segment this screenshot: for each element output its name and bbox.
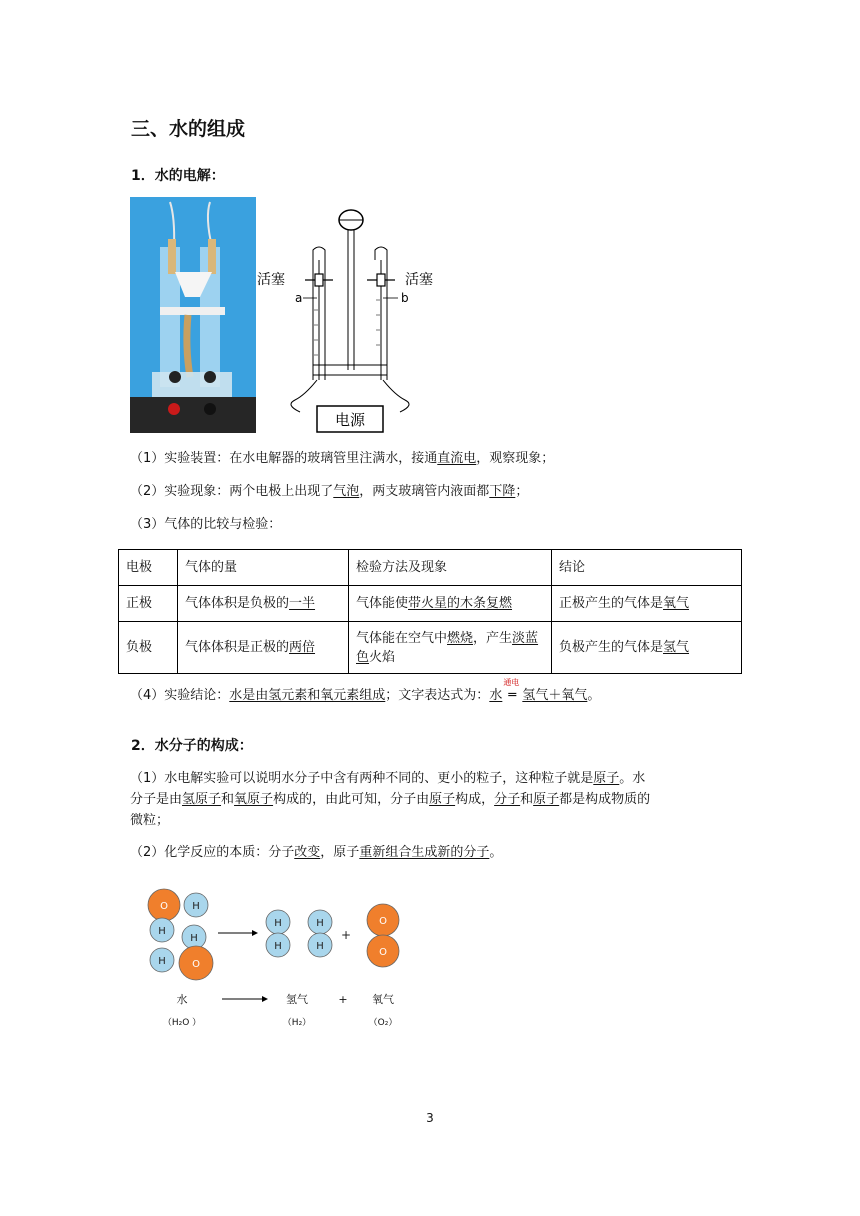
- oxygen-formula: （O₂）: [368, 1018, 398, 1028]
- paragraph-phenomenon: [130, 482, 528, 502]
- condition-label: 通电: [503, 678, 520, 687]
- text: ；文字表达式为：: [385, 688, 490, 703]
- atom-label: H: [190, 933, 198, 944]
- tube-b-label: b: [401, 291, 409, 305]
- gas-comparison-table: [118, 549, 742, 674]
- answer: 氢原子: [182, 792, 222, 807]
- table-cell: [349, 586, 552, 622]
- text: 气体能使: [356, 596, 409, 611]
- atom-label: O: [379, 947, 387, 958]
- answer: 水是由氢元素和氧元素组成: [229, 688, 386, 703]
- text: （2）化学反应的本质：分子: [130, 845, 295, 860]
- table-header-row: [119, 550, 742, 586]
- table-cell: [178, 586, 349, 622]
- table-cell: [552, 622, 742, 674]
- atom-label: O: [160, 901, 168, 912]
- tube-a-label: a: [295, 291, 303, 305]
- text: （1）实验装置：在水电解器的玻璃管里注满水，接通: [130, 451, 438, 466]
- answer: 原子: [593, 771, 620, 786]
- atom-label: H: [316, 918, 324, 929]
- water-label: 水: [176, 993, 188, 1006]
- answer: 重新组合生成新的分子: [359, 845, 490, 860]
- text: 气体能在空气中: [356, 630, 448, 646]
- text: 气体体积是正极的: [185, 640, 290, 655]
- text: 和: [221, 792, 235, 807]
- text: 分子是由: [130, 792, 183, 807]
- plus-sign: +: [340, 928, 352, 942]
- plus-sign: +: [338, 993, 348, 1006]
- table-header: 检验方法及现象: [349, 550, 552, 586]
- answer: 燃烧: [447, 630, 474, 646]
- atom-label: O: [379, 916, 387, 927]
- atom-label: H: [274, 918, 282, 929]
- answer: 两倍: [289, 640, 316, 655]
- paragraph-molecule-structure: [130, 768, 740, 831]
- text: 气体体积是负极的: [185, 596, 290, 611]
- answer: 气泡: [333, 484, 360, 499]
- equation-arrow: 通电 ═: [502, 686, 522, 706]
- text: 水: [489, 688, 503, 703]
- answer: 原子: [533, 792, 560, 807]
- text: （1）水电解实验可以说明水分子中含有两种不同的、更小的粒子，这种粒子就是: [130, 771, 594, 786]
- molecule-reaction-diagram: [140, 885, 420, 1035]
- table-row: [119, 622, 742, 674]
- text: 构成，: [455, 792, 495, 807]
- atom-label: H: [316, 941, 324, 952]
- paragraph-conclusion: [130, 678, 601, 706]
- table-cell: [349, 622, 552, 674]
- table-cell: 负极: [119, 622, 178, 674]
- answer: 原子: [429, 792, 456, 807]
- text: ，两支玻璃管内液面都: [359, 484, 490, 499]
- text: 负极产生的气体是: [559, 640, 664, 655]
- text: （4）实验结论：: [130, 688, 230, 703]
- page-number: 3: [426, 1111, 434, 1125]
- atom-label: H: [158, 956, 166, 967]
- answer: 下降: [489, 484, 516, 499]
- oxygen-label: 氧气: [372, 993, 394, 1006]
- answer: 一半: [289, 596, 316, 611]
- text: 都是构成物质的: [559, 792, 651, 807]
- table-row: [119, 586, 742, 622]
- paragraph-reaction-essence: [130, 843, 502, 863]
- text: ，原子: [320, 845, 360, 860]
- answer: 分子: [494, 792, 521, 807]
- hydrogen-formula: （H₂）: [282, 1018, 312, 1028]
- water-formula: （H₂O ）: [162, 1018, 202, 1028]
- left-stopcock-label: 活塞: [257, 272, 285, 288]
- table-header: 气体的量: [178, 550, 349, 586]
- atom-label: O: [192, 959, 200, 970]
- text: ，产生: [473, 630, 513, 646]
- right-stopcock-label: 活塞: [405, 272, 433, 288]
- text: 微粒；: [130, 813, 170, 828]
- text: 。水: [619, 771, 646, 786]
- table-cell: [552, 586, 742, 622]
- text: 和: [520, 792, 534, 807]
- paragraph-gas-test: （3）气体的比较与检验：: [130, 517, 282, 532]
- answer: 改变: [294, 845, 321, 860]
- text: 正极产生的气体是: [559, 596, 664, 611]
- atom-label: H: [192, 901, 200, 912]
- answer: 氧原子: [234, 792, 274, 807]
- electrolysis-schematic: [255, 200, 445, 435]
- text: 氢气＋氧气: [522, 688, 588, 703]
- equation: [489, 678, 588, 703]
- answer: 氢气: [663, 640, 690, 655]
- text: 构成的，由此可知，分子由: [273, 792, 430, 807]
- answer: 氧气: [663, 596, 690, 611]
- table-cell: 正极: [119, 586, 178, 622]
- text: ；: [515, 484, 529, 499]
- answer: 直流电: [437, 451, 477, 466]
- hydrogen-label: 氢气: [286, 993, 308, 1006]
- atom-label: H: [158, 926, 166, 937]
- text: （2）实验现象：两个电极上出现了: [130, 484, 334, 499]
- electrolysis-photo: [130, 197, 256, 433]
- paragraph-apparatus: [130, 449, 554, 469]
- answer: 带火星的木条复燃: [408, 596, 513, 611]
- text: 。: [587, 688, 601, 703]
- text: ，观察现象；: [476, 451, 555, 466]
- table-header: 电极: [119, 550, 178, 586]
- table-cell: [178, 622, 349, 674]
- atom-label: H: [274, 941, 282, 952]
- subsection-electrolysis: 1．水的电解：: [131, 168, 225, 184]
- power-label: 电源: [334, 411, 366, 429]
- section-title: 三、水的组成: [131, 118, 246, 140]
- subsection-molecule: 2．水分子的构成：: [131, 738, 253, 754]
- text: 。: [489, 845, 503, 860]
- table-header: 结论: [552, 550, 742, 586]
- answer: 淡蓝色: [356, 630, 539, 665]
- text: 火焰: [369, 649, 396, 665]
